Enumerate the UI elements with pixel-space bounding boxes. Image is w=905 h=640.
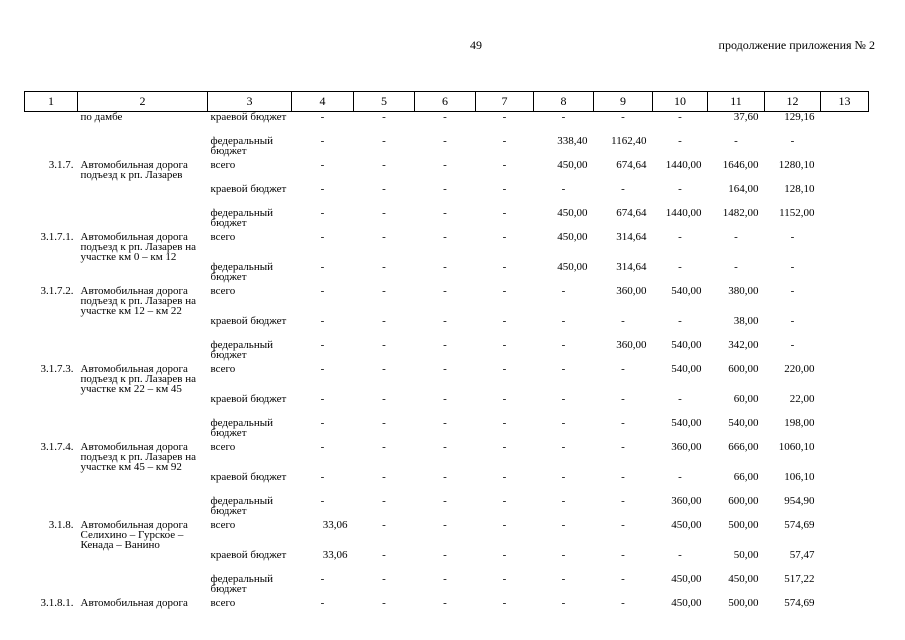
row-code [25,418,78,442]
row-source: всего [210,158,236,171]
value-cell: - [382,260,386,273]
value-cell: - [320,158,325,171]
table-row [25,316,869,340]
value-cell: - [382,338,386,351]
row-source: краевой бюджет [210,182,287,195]
value-cell: - [790,314,795,327]
row-code: 3.1.8.1. [40,596,74,609]
row-name: Автомобильная дорога подъезд к рп. Лазарев на участке км 0 – км 12 [80,230,197,263]
value-cell: - [320,392,325,405]
value-cell: 342,00 [728,338,759,351]
table-row [25,550,869,574]
value-cell: 1060,10 [778,440,815,453]
value-cell: 220,00 [784,362,815,375]
value-cell: 450,00 [557,260,588,273]
value-cell: 22,00 [789,392,815,405]
value-cell: - [561,518,566,531]
value-cell: 954,90 [784,494,815,507]
value-cell: - [320,470,325,483]
table-row [25,136,869,160]
value-cell: 450,00 [671,572,702,585]
value-cell: 360,00 [616,338,647,351]
row-source: краевой бюджет [210,314,287,327]
value-cell: - [382,362,386,375]
value-cell: - [790,134,795,147]
row-code [25,112,78,136]
value-cell: - [320,260,325,273]
value-cell: - [502,182,507,195]
header-cell: 10 [653,92,708,112]
header-cell: 5 [354,92,415,112]
value-cell: - [382,111,386,123]
value-cell: - [561,362,566,375]
value-cell: - [621,314,625,327]
value-cell: 66,00 [733,470,759,483]
value-cell: - [678,548,682,561]
header-cell: 4 [292,92,354,112]
value-cell: 50,00 [733,548,759,561]
value-cell: 314,64 [616,260,647,273]
row-code [25,496,78,520]
value-cell: - [502,314,507,327]
value-cell: 198,00 [784,416,815,429]
value-cell: - [443,338,447,351]
value-cell: 450,00 [671,518,702,531]
value-cell: - [561,440,566,453]
row-source: всего [210,596,236,609]
value-cell: - [320,111,325,123]
row-source: краевой бюджет [210,392,287,405]
row-source: всего [210,440,236,453]
header-row [25,92,869,112]
row-code: 3.1.7.2. [40,284,74,297]
value-cell: 1440,00 [665,206,702,219]
table-row [25,520,869,550]
value-cell: - [621,362,625,375]
header-cell: 6 [415,92,476,112]
row-source: федеральный бюджет [210,416,273,439]
value-cell: 674,64 [616,206,647,219]
value-cell: - [443,111,447,123]
value-cell: 600,00 [728,362,759,375]
row-code: 3.1.7.3. [40,362,74,375]
row-source: федеральный бюджет [210,260,273,283]
row-name [78,316,208,340]
row-code [25,184,78,208]
value-cell: - [790,284,795,297]
value-cell: 574,69 [784,518,815,531]
value-cell: 450,00 [728,572,759,585]
header-cell: 3 [208,92,292,112]
value-cell: - [382,230,386,243]
value-cell: - [561,111,566,123]
value-cell: - [502,440,507,453]
value-cell: - [382,182,386,195]
value-cell: - [320,416,325,429]
value-cell: - [502,338,507,351]
value-cell: - [443,230,447,243]
table-row [25,112,869,136]
value-cell: - [382,596,386,609]
row-code [25,550,78,574]
value-cell: - [561,416,566,429]
value-cell: 338,40 [557,134,588,147]
value-cell: 500,00 [728,518,759,531]
header-cell: 12 [765,92,821,112]
row-name [78,136,208,160]
value-cell: - [443,182,447,195]
row-source: всего [210,362,236,375]
row-name [78,340,208,364]
value-cell: - [561,284,566,297]
value-cell: - [561,548,566,561]
value-cell: 129,16 [784,111,815,123]
table-row [25,472,869,496]
value-cell: 500,00 [728,596,759,609]
value-cell: - [561,596,566,609]
value-cell: 540,00 [728,416,759,429]
row-code [25,574,78,598]
row-code [25,208,78,232]
value-cell: 60,00 [733,392,759,405]
value-cell: - [734,260,738,273]
value-cell: - [443,494,447,507]
value-cell: - [443,548,447,561]
value-cell: - [382,158,386,171]
value-cell: - [443,596,447,609]
value-cell: - [443,314,447,327]
header-cell: 13 [821,92,869,112]
header-cell: 2 [78,92,208,112]
value-cell: - [443,206,447,219]
row-name [78,394,208,418]
row-name [78,496,208,520]
value-cell: - [502,284,507,297]
value-cell: - [502,416,507,429]
table-row [25,184,869,208]
value-cell: - [320,206,325,219]
value-cell: - [502,230,507,243]
row-source: федеральный бюджет [210,134,273,157]
value-cell: - [443,392,447,405]
value-cell: 360,00 [671,440,702,453]
row-name: по дамбе [80,111,123,123]
value-cell: 450,00 [671,596,702,609]
value-cell: - [320,494,325,507]
value-cell: - [443,260,447,273]
value-cell: - [502,548,507,561]
value-cell: - [734,134,738,147]
row-code [25,262,78,286]
value-cell: 360,00 [671,494,702,507]
value-cell: - [678,470,682,483]
value-cell: 450,00 [557,206,588,219]
value-cell: - [502,470,507,483]
table-row [25,208,869,232]
value-cell: - [678,314,682,327]
value-cell: - [502,111,507,123]
header-cell: 11 [708,92,765,112]
value-cell: - [443,416,447,429]
value-cell: 57,47 [789,548,815,561]
continuation-label: продолжение приложения № 2 [718,38,875,52]
page-number: 49 [470,38,482,52]
value-cell: - [678,134,682,147]
value-cell: 666,00 [728,440,759,453]
table-row [25,262,869,286]
row-code: 3.1.7.4. [40,440,74,453]
value-cell: 540,00 [671,362,702,375]
value-cell: - [502,596,507,609]
value-cell: - [320,284,325,297]
value-cell: - [320,338,325,351]
row-source: федеральный бюджет [210,206,273,229]
row-name: Автомобильная дорога подъезд к рп. Лазарев на участке км 12 – км 22 [80,284,197,317]
value-cell: - [621,440,625,453]
row-name [78,208,208,232]
row-code: 3.1.7.1. [40,230,74,243]
value-cell: 106,10 [784,470,815,483]
value-cell: 360,00 [616,284,647,297]
value-cell: - [561,392,566,405]
value-cell: 540,00 [671,338,702,351]
row-source: краевой бюджет [210,548,287,561]
value-cell: - [561,314,566,327]
value-cell: - [320,572,325,585]
value-cell: 517,22 [784,572,815,585]
table-row [25,574,869,598]
value-cell: 1280,10 [778,158,815,171]
value-cell: - [382,284,386,297]
value-cell: - [382,548,386,561]
value-cell: - [678,111,682,123]
value-cell: 674,64 [616,158,647,171]
value-cell: 540,00 [671,284,702,297]
value-cell: - [790,230,795,243]
value-cell: - [382,470,386,483]
value-cell: - [443,284,447,297]
row-source: федеральный бюджет [210,494,273,517]
value-cell: - [502,362,507,375]
value-cell: - [320,134,325,147]
value-cell: - [443,158,447,171]
row-name [78,550,208,574]
value-cell: 574,69 [784,596,815,609]
value-cell: 540,00 [671,416,702,429]
row-name [78,418,208,442]
row-source: федеральный бюджет [210,572,273,595]
value-cell: - [502,494,507,507]
value-cell: - [621,494,625,507]
value-cell: 128,10 [784,182,815,195]
value-cell: - [320,230,325,243]
value-cell: - [443,362,447,375]
value-cell: - [443,440,447,453]
value-cell: - [320,440,325,453]
row-name [78,574,208,598]
value-cell: - [621,392,625,405]
value-cell: 164,00 [728,182,759,195]
value-cell: - [320,314,325,327]
value-cell: - [443,572,447,585]
value-cell: 33,06 [322,548,348,561]
value-cell: - [502,392,507,405]
value-cell: 37,60 [733,111,759,123]
value-cell: - [502,134,507,147]
value-cell: - [382,494,386,507]
value-cell: - [502,572,507,585]
value-cell: - [561,182,566,195]
value-cell: - [561,494,566,507]
value-cell: - [502,158,507,171]
header-cell: 9 [594,92,653,112]
value-cell: - [678,392,682,405]
table-row [25,418,869,442]
header-cell: 8 [534,92,594,112]
value-cell: - [502,206,507,219]
table-row [25,364,869,394]
row-source: краевой бюджет [210,111,287,123]
value-cell: - [621,416,625,429]
header-cell: 1 [25,92,78,112]
value-cell: - [621,470,625,483]
table-row [25,442,869,472]
value-cell: - [382,518,386,531]
value-cell: - [621,111,625,123]
value-cell: - [382,440,386,453]
row-source: федеральный бюджет [210,338,273,361]
value-cell: 450,00 [557,230,588,243]
row-source: всего [210,518,236,531]
value-cell: 380,00 [728,284,759,297]
value-cell: 600,00 [728,494,759,507]
value-cell: - [382,314,386,327]
value-cell: - [382,416,386,429]
value-cell: - [790,260,795,273]
value-cell: 314,64 [616,230,647,243]
value-cell: - [382,392,386,405]
value-cell: - [502,260,507,273]
table-row [25,232,869,262]
value-cell: - [621,572,625,585]
row-code: 3.1.8. [48,518,74,531]
value-cell: - [320,182,325,195]
value-cell: - [443,518,447,531]
row-code [25,394,78,418]
row-name: Автомобильная дорога [80,596,188,609]
value-cell: - [621,596,625,609]
value-cell: 1162,40 [611,134,647,147]
value-cell: - [734,230,738,243]
budget-table [24,91,869,622]
row-name: Автомобильная дорога подъезд к рп. Лазарев на участке км 22 – км 45 [80,362,197,395]
value-cell: - [678,182,682,195]
value-cell: - [443,470,447,483]
row-source: всего [210,284,236,297]
value-cell: - [502,518,507,531]
value-cell: - [561,338,566,351]
row-source: краевой бюджет [210,470,287,483]
row-name: Автомобильная дорога Селихино – Гурское – Кенада – Ванино [80,518,188,551]
row-name [78,472,208,496]
value-cell: - [382,206,386,219]
value-cell: - [320,596,325,609]
value-cell: - [561,572,566,585]
value-cell: 1482,00 [722,206,759,219]
value-cell: - [678,260,682,273]
value-cell: 1440,00 [665,158,702,171]
value-cell: 33,06 [322,518,348,531]
value-cell: - [320,362,325,375]
row-code [25,472,78,496]
value-cell: - [678,230,682,243]
value-cell: - [621,548,625,561]
value-cell: 1646,00 [722,158,759,171]
value-cell: 1152,00 [779,206,815,219]
value-cell: - [382,572,386,585]
value-cell: - [443,134,447,147]
table-row [25,394,869,418]
row-name [78,262,208,286]
row-code [25,316,78,340]
value-cell: - [790,338,795,351]
table-row [25,340,869,364]
row-name: Автомобильная дорога подъезд к рп. Лазарев на участке км 45 – км 92 [80,440,197,473]
row-name: Автомобильная дорога подъезд к рп. Лазарев [80,158,188,181]
value-cell: - [621,518,625,531]
table-body [25,112,869,622]
row-source: всего [210,230,236,243]
table-row [25,286,869,316]
value-cell: - [621,182,625,195]
table-row [25,496,869,520]
row-code [25,340,78,364]
table-row [25,598,869,622]
row-name [78,184,208,208]
value-cell: 450,00 [557,158,588,171]
value-cell: 38,00 [733,314,759,327]
row-code [25,136,78,160]
value-cell: - [561,470,566,483]
header-cell: 7 [476,92,534,112]
table-row [25,160,869,184]
value-cell: - [382,134,386,147]
row-code: 3.1.7. [48,158,74,171]
